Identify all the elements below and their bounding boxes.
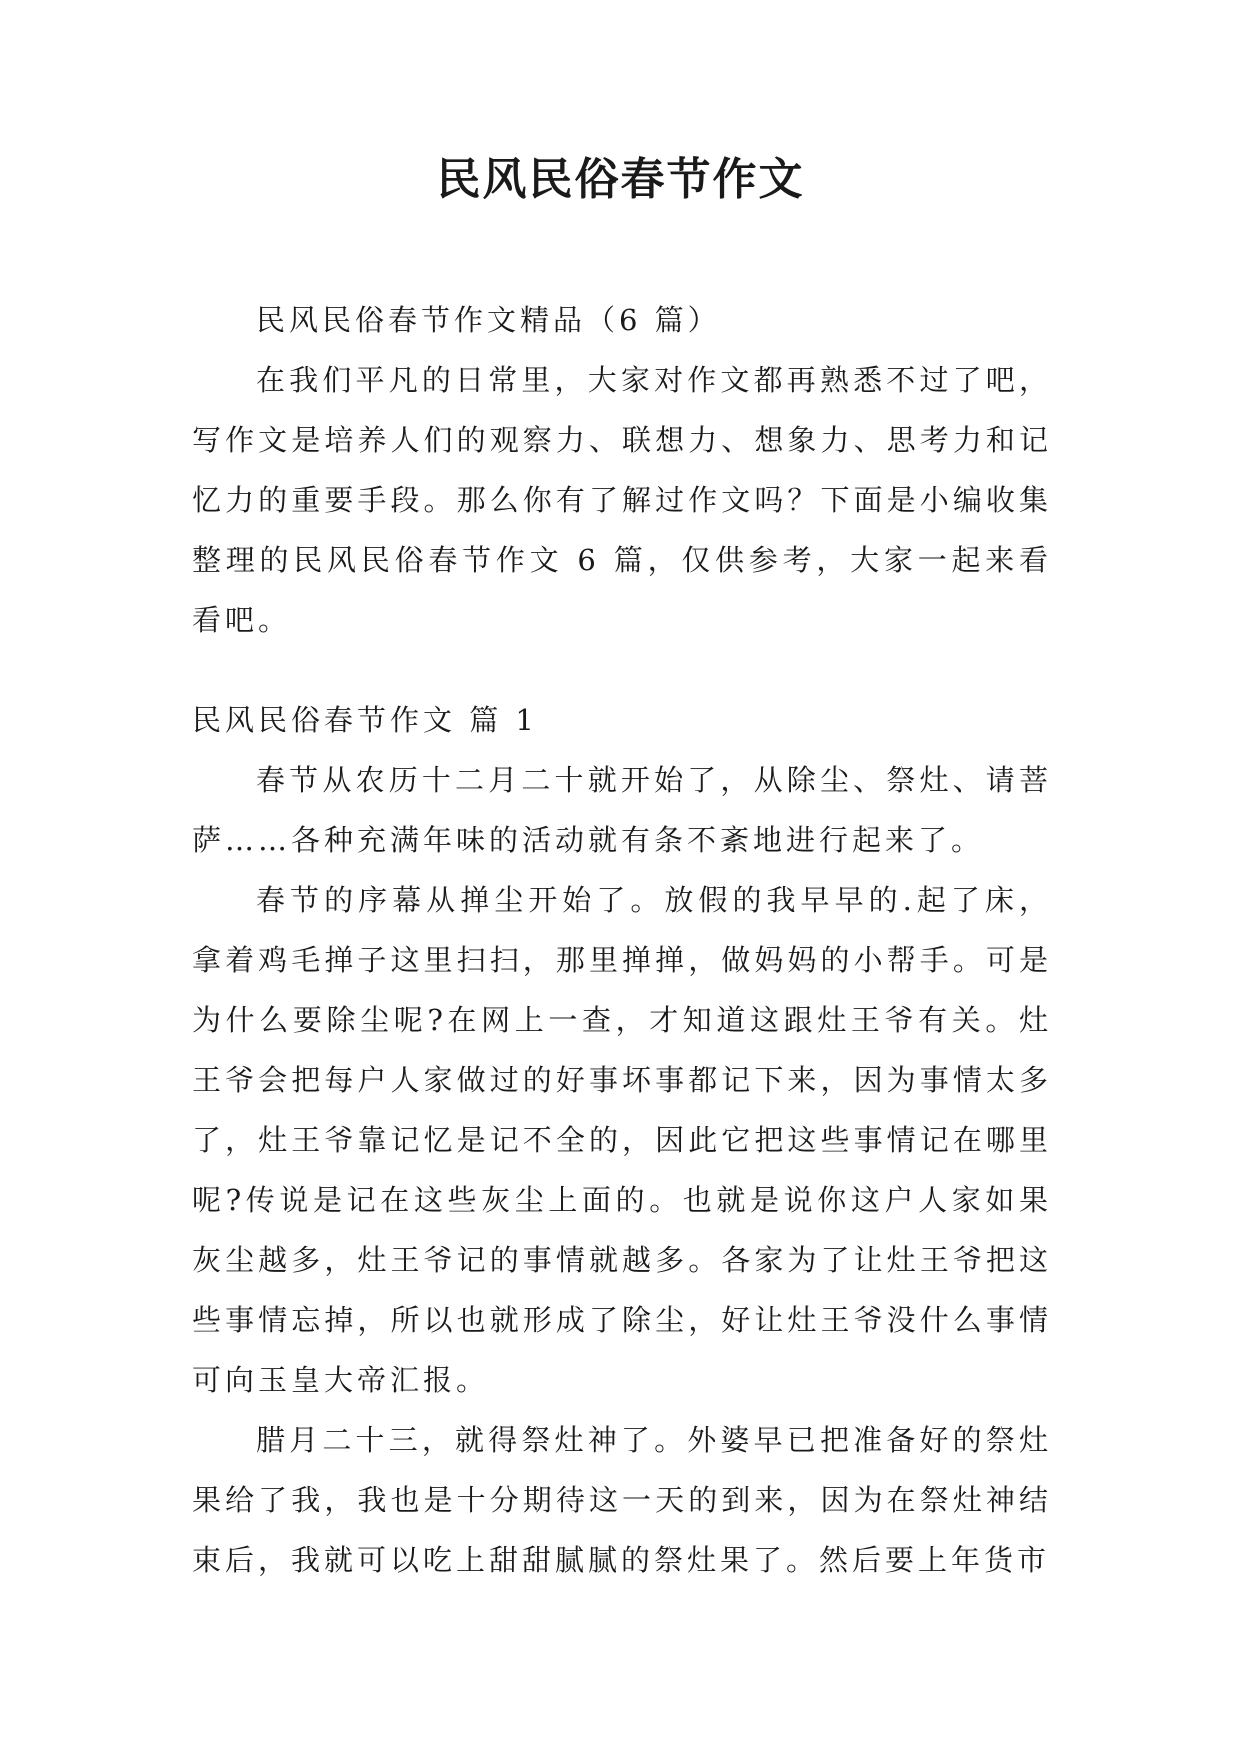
intro-section [192, 290, 1052, 650]
body-paragraph: 腊月二十三，就得祭灶神了。外婆早已把准备好的祭灶果给了我，我也是十分期待这一天的到来，因为在祭灶神结束后，我就可以吃上甜甜腻腻的祭灶果了。然后要上年货市 [192, 1423, 1052, 1577]
intro-paragraph: 在我们平凡的日常里，大家对作文都再熟悉不过了吧，写作文是培养人们的观察力、联想力、想象力、思考力和记忆力的重要手段。那么你有了解过作文吗？下面是小编收集整理的民风民俗春节作文 6 篇，仅供参考，大家一起来看看吧。 [192, 363, 1052, 637]
document-title: 民风民俗春节作文 [436, 154, 805, 205]
body-paragraph: 春节的序幕从掸尘开始了。放假的我早早的.起了床，拿着鸡毛掸子这里扫扫，那里掸掸，做妈妈的小帮手。可是为什么要除尘呢?在网上一查，才知道这跟灶王爷有关。灶王爷会把每户人家做过的好事坏事都记下来，因为事情太多了，灶王爷靠记忆是记不全的，因此它把这些事情记在哪里呢?传说是记在这些灰尘上面的。也就是说你这户人家如果灰尘越多，灶王爷记的事情就越多。各家为了让灶王爷把这些事情忘掉，所以也就形成了除尘，好让灶王爷没什么事情可向玉皇大帝汇报。 [192, 883, 1052, 1397]
section-heading: 民风民俗春节作文 篇 1 [192, 703, 538, 737]
body-paragraph: 春节从农历十二月二十就开始了，从除尘、祭灶、请菩萨……各种充满年味的活动就有条不紊地进行起来了。 [192, 763, 1052, 857]
chapter-1-section [192, 690, 1052, 1590]
document-subtitle: 民风民俗春节作文精品（6 篇） [256, 303, 721, 337]
